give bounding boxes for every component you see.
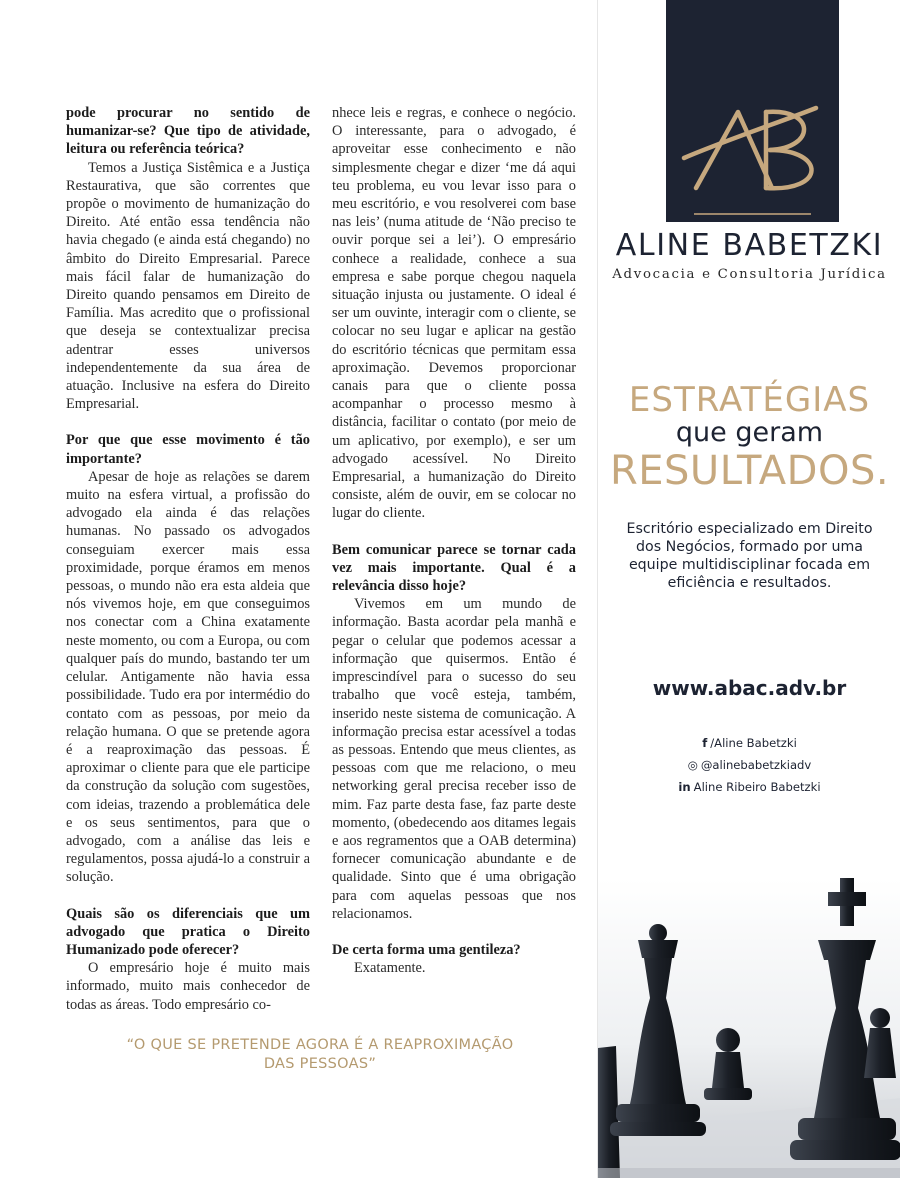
social-instagram-label: @alinebabetzkiadv [700, 758, 812, 772]
social-linkedin[interactable] [598, 776, 900, 798]
slogan-line-1: ESTRATÉGIAS [628, 380, 871, 420]
logo [666, 0, 839, 222]
social-links [598, 732, 900, 798]
interview-paragraph: Temos a Justiça Sistêmica e a Justiça Restaurativa, que são correntes que propõe o movimento de humanização do Direito. Até então essa tendência não havia chegado (e ainda está chegando) no âmbito do Direito Empresarial. Parece mais fácil falar de humanização do Direito quando pensamos em Direito de Família. Mas acredito que o profissional que deseja se contextualizar precisa adentrar esses universos independentemente da sua área de atuação. Inclusive na esfera do Direito Empresarial. [66, 159, 310, 413]
slogan-line-2: que geram [675, 417, 824, 448]
ab-monogram-icon [666, 0, 839, 222]
interview-paragraph: Exatamente. [354, 960, 426, 977]
interview-paragraph: O empresário hoje é muito mais informado, muito mais conhecedor de todas as áreas. Todo empresário co- [66, 960, 310, 1013]
social-facebook[interactable] [598, 732, 900, 754]
interview-question: Por que que esse movimento é tão importante? [66, 432, 310, 467]
interview-question: Quais são os diferenciais que um advogado que pratica o Direito Humanizado pode oferecer? [66, 905, 310, 958]
interview-question: pode procurar no sentido de humanizar-se? Que tipo de atividade, leitura ou referência teórica? [66, 105, 310, 158]
interview-question: De certa forma uma gentileza? [332, 941, 521, 958]
advertisement-sidebar [597, 0, 900, 1178]
social-instagram[interactable] [598, 754, 900, 776]
article [66, 104, 576, 1034]
interview-paragraph: nhece leis e regras, e conhece o negócio. O interessante, para o advogado, é aproveitar esse conhecimento e não simplesmente chegar e dizer ‘me dá aqui teu problema, eu vou levar isso para o meu escritório, e vou resolverei com base nas leis’ (numa atitude de ‘Não preciso te ouvir porque sei a lei’). O empresário conhece a realidade, conhece a sua empresa e sabe porque chegou naquela situação injusta ou justamente. O ideal é ser um ouvinte, interagir com o cliente, se colocar no seu lugar e aplicar na gestão do escritório técnicas que permitam essa aproximação. Devemos proporcionar canais para que o cliente possa acompanhar o processo mesmo à distância, facilitar o contato (por meio de um aplicativo, por exemplo), e ser um advogado acessível. No Direito Empresarial, a humanização do Direito consiste, além de ouvir, em se colocar no lugar do cliente. [332, 105, 576, 522]
pull-quote: “O QUE SE PRETENDE AGORA É A REAPROXIMAÇÃO DAS PESSOAS” [126, 1037, 514, 1072]
brand-name: ALINE BABETZKI [615, 228, 884, 263]
interview-paragraph: Apesar de hoje as relações se darem muito na esfera virtual, a profissão do advogado ela ainda é das relações humanas. No passado os advogados conseguiam exercer mais essa proximidade, porque éramos em menos pessoas, o mundo não era esta aldeia que nós vivemos hoje, em que conseguimos nos conectar com a China exatamente neste momento, ou com a Europa, ou com qualquer país do mundo, bastando ter um celular. Antigamente não havia essa possibilidade. Tudo era por intermédio do contato com as pessoas, por meio da relação humana. O que se pretende agora é a reaproximação das pessoas. É aproximar o cliente para que ele participe da construção da solução com sugestões, com ideias, trazendo a problemática dele e os seus sentimentos, para que o advogado, com a análise das leis e regulamentos, possa ajudá-lo a construir a solução. [66, 468, 310, 886]
interview-paragraph: Vivemos em um mundo de informação. Basta acordar pela manhã e pegar o celular que podemos acessar a informação que quisermos. Então é imprescindível para o sucesso do seu trabalho que você esteja, também, inserido neste sistema de comunicação. A informação precisa estar acessível a todas as pessoas. Entendo que meus clientes, as pessoas com que me relaciono, o meu networking geral precisa receber isso de mim. Faz parte desta fase, faz parte deste momento, (obedecendo aos ditames legais e aos regramentos que a OAB determina) fornecer comunicação abundante e de qualidade. Sinto que é uma obrigação para com aquelas pessoas que nos relacionamos. [332, 596, 576, 922]
social-linkedin-label: Aline Ribeiro Babetzki [693, 780, 821, 794]
website-link[interactable]: www.abac.adv.br [652, 676, 847, 700]
social-facebook-label: /Aline Babetzki [710, 736, 797, 750]
brand-subtitle: Advocacia e Consultoria Jurídica [612, 267, 887, 282]
chess-pieces-image [598, 878, 900, 1178]
instagram-icon: ◎ [687, 758, 698, 772]
linkedin-icon: in [678, 780, 691, 794]
slogan-line-3: RESULTADOS. [609, 448, 890, 494]
interview-question: Bem comunicar parece se tornar cada vez mais importante. Qual é a relevância disso hoje? [332, 541, 576, 595]
article-column-1 [66, 104, 310, 1014]
facebook-icon: f [702, 736, 708, 750]
ad-description: Escritório especializado em Direito dos Negócios, formado por uma equipe multidisciplinar focada em eficiência e resultados. [626, 521, 873, 591]
article-column-2 [332, 104, 576, 977]
